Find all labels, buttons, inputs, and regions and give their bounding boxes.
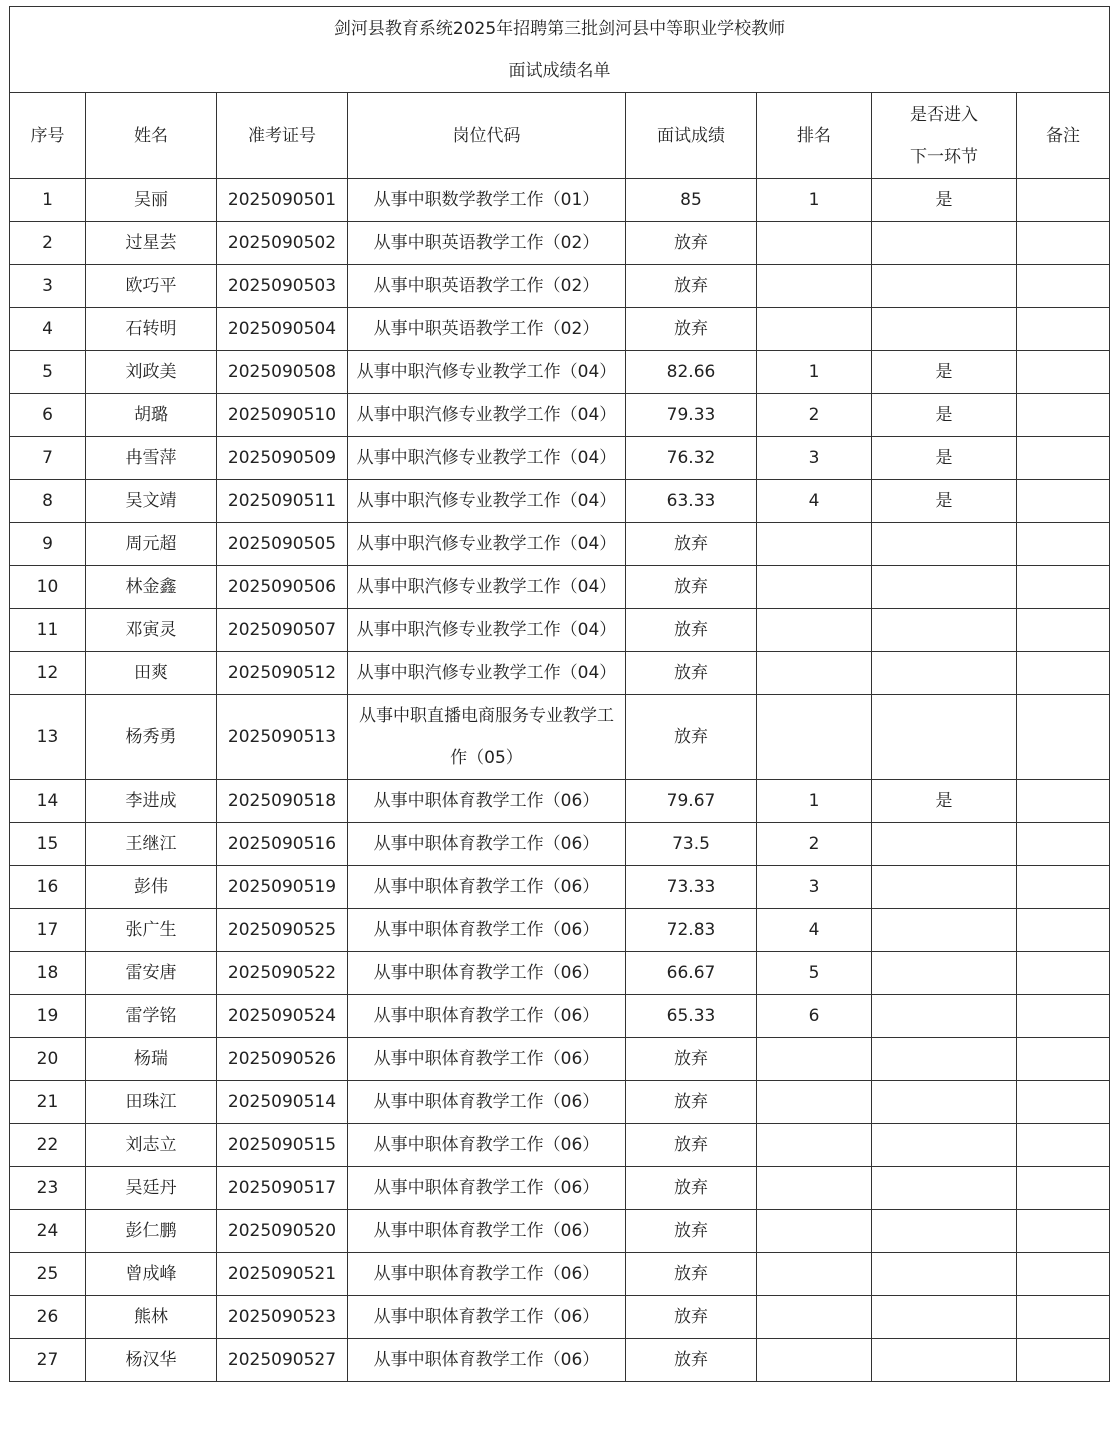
header-ticket: 准考证号	[217, 93, 348, 179]
cell-score: 72.83	[626, 909, 757, 952]
cell-score: 放弃	[626, 1253, 757, 1296]
cell-seq: 24	[10, 1210, 86, 1253]
cell-next-stage	[872, 695, 1017, 780]
cell-rank	[757, 523, 872, 566]
cell-rank	[757, 1038, 872, 1081]
cell-remark	[1017, 780, 1110, 823]
cell-seq: 15	[10, 823, 86, 866]
cell-seq: 6	[10, 394, 86, 437]
cell-score: 79.33	[626, 394, 757, 437]
cell-post: 从事中职体育教学工作（06）	[348, 952, 626, 995]
cell-ticket: 2025090522	[217, 952, 348, 995]
cell-post: 从事中职汽修专业教学工作（04）	[348, 652, 626, 695]
cell-seq: 11	[10, 609, 86, 652]
table-row	[10, 1167, 1110, 1210]
cell-seq: 2	[10, 222, 86, 265]
header-next-line-2: 下一环节	[910, 146, 978, 167]
cell-seq: 14	[10, 780, 86, 823]
cell-next-stage: 是	[872, 437, 1017, 480]
cell-remark	[1017, 1339, 1110, 1382]
cell-ticket: 2025090509	[217, 437, 348, 480]
cell-remark	[1017, 308, 1110, 351]
header-remark: 备注	[1017, 93, 1110, 179]
cell-seq: 27	[10, 1339, 86, 1382]
cell-score: 放弃	[626, 1167, 757, 1210]
cell-rank: 1	[757, 780, 872, 823]
document	[9, 6, 1110, 1382]
cell-remark	[1017, 566, 1110, 609]
cell-next-stage	[872, 1081, 1017, 1124]
cell-score: 放弃	[626, 222, 757, 265]
cell-ticket: 2025090501	[217, 179, 348, 222]
table-row	[10, 351, 1110, 394]
cell-rank	[757, 566, 872, 609]
cell-seq: 12	[10, 652, 86, 695]
table-row	[10, 780, 1110, 823]
cell-seq: 4	[10, 308, 86, 351]
cell-seq: 18	[10, 952, 86, 995]
cell-next-stage	[872, 1124, 1017, 1167]
cell-next-stage	[872, 1038, 1017, 1081]
cell-name: 吴文靖	[86, 480, 217, 523]
cell-next-stage	[872, 995, 1017, 1038]
cell-score: 73.5	[626, 823, 757, 866]
cell-score: 放弃	[626, 652, 757, 695]
cell-name: 杨秀勇	[86, 695, 217, 780]
cell-post: 从事中职英语教学工作（02）	[348, 265, 626, 308]
cell-remark	[1017, 222, 1110, 265]
cell-score: 放弃	[626, 1124, 757, 1167]
cell-rank: 2	[757, 394, 872, 437]
cell-seq: 25	[10, 1253, 86, 1296]
cell-ticket: 2025090512	[217, 652, 348, 695]
cell-remark	[1017, 609, 1110, 652]
table-title	[10, 7, 1110, 93]
cell-score: 65.33	[626, 995, 757, 1038]
table-row	[10, 909, 1110, 952]
cell-seq: 1	[10, 179, 86, 222]
cell-seq: 19	[10, 995, 86, 1038]
cell-next-stage	[872, 222, 1017, 265]
cell-next-stage	[872, 265, 1017, 308]
cell-post: 从事中职汽修专业教学工作（04）	[348, 609, 626, 652]
cell-remark	[1017, 1253, 1110, 1296]
cell-rank	[757, 222, 872, 265]
cell-rank	[757, 1081, 872, 1124]
cell-rank	[757, 1253, 872, 1296]
cell-ticket: 2025090511	[217, 480, 348, 523]
cell-next-stage	[872, 652, 1017, 695]
cell-rank	[757, 1167, 872, 1210]
cell-remark	[1017, 265, 1110, 308]
cell-ticket: 2025090519	[217, 866, 348, 909]
cell-post: 从事中职体育教学工作（06）	[348, 780, 626, 823]
cell-remark	[1017, 1124, 1110, 1167]
cell-remark	[1017, 1038, 1110, 1081]
cell-name: 邓寅灵	[86, 609, 217, 652]
cell-name: 王继江	[86, 823, 217, 866]
cell-rank: 1	[757, 351, 872, 394]
header-next-stage	[872, 93, 1017, 179]
cell-remark	[1017, 652, 1110, 695]
title-line-2: 面试成绩名单	[508, 60, 611, 81]
cell-next-stage	[872, 1167, 1017, 1210]
cell-rank	[757, 609, 872, 652]
table-row	[10, 823, 1110, 866]
cell-ticket: 2025090525	[217, 909, 348, 952]
cell-remark	[1017, 909, 1110, 952]
cell-name: 熊林	[86, 1296, 217, 1339]
cell-seq: 5	[10, 351, 86, 394]
cell-remark	[1017, 866, 1110, 909]
cell-name: 欧巧平	[86, 265, 217, 308]
cell-name: 石转明	[86, 308, 217, 351]
cell-post: 从事中职体育教学工作（06）	[348, 1038, 626, 1081]
cell-seq: 10	[10, 566, 86, 609]
cell-remark	[1017, 1296, 1110, 1339]
cell-rank	[757, 652, 872, 695]
table-row	[10, 1038, 1110, 1081]
cell-score: 76.32	[626, 437, 757, 480]
cell-ticket: 2025090520	[217, 1210, 348, 1253]
cell-post: 从事中职体育教学工作（06）	[348, 1296, 626, 1339]
cell-post: 从事中职体育教学工作（06）	[348, 995, 626, 1038]
cell-ticket: 2025090508	[217, 351, 348, 394]
header-score: 面试成绩	[626, 93, 757, 179]
table-row	[10, 480, 1110, 523]
cell-post	[348, 695, 626, 780]
cell-name: 张广生	[86, 909, 217, 952]
table-row	[10, 1253, 1110, 1296]
table-row	[10, 437, 1110, 480]
cell-next-stage	[872, 1210, 1017, 1253]
cell-post: 从事中职体育教学工作（06）	[348, 1210, 626, 1253]
cell-score: 放弃	[626, 1339, 757, 1382]
header-rank: 排名	[757, 93, 872, 179]
cell-rank	[757, 1210, 872, 1253]
cell-score: 66.67	[626, 952, 757, 995]
table-row	[10, 566, 1110, 609]
cell-ticket: 2025090505	[217, 523, 348, 566]
cell-ticket: 2025090504	[217, 308, 348, 351]
cell-post: 从事中职体育教学工作（06）	[348, 1339, 626, 1382]
table-row	[10, 265, 1110, 308]
cell-remark	[1017, 995, 1110, 1038]
cell-rank	[757, 1124, 872, 1167]
table-row	[10, 222, 1110, 265]
cell-ticket: 2025090518	[217, 780, 348, 823]
cell-ticket: 2025090517	[217, 1167, 348, 1210]
table-row	[10, 952, 1110, 995]
table-row	[10, 1210, 1110, 1253]
cell-rank	[757, 265, 872, 308]
table-row	[10, 523, 1110, 566]
cell-remark	[1017, 952, 1110, 995]
cell-remark	[1017, 351, 1110, 394]
cell-next-stage	[872, 1296, 1017, 1339]
table-row	[10, 995, 1110, 1038]
cell-rank: 6	[757, 995, 872, 1038]
table-row	[10, 652, 1110, 695]
cell-ticket: 2025090523	[217, 1296, 348, 1339]
cell-post: 从事中职汽修专业教学工作（04）	[348, 437, 626, 480]
cell-remark	[1017, 1081, 1110, 1124]
cell-post: 从事中职汽修专业教学工作（04）	[348, 394, 626, 437]
cell-name: 刘志立	[86, 1124, 217, 1167]
table-row	[10, 394, 1110, 437]
cell-remark	[1017, 523, 1110, 566]
cell-post: 从事中职数学教学工作（01）	[348, 179, 626, 222]
cell-next-stage: 是	[872, 480, 1017, 523]
cell-score: 放弃	[626, 523, 757, 566]
cell-next-stage	[872, 866, 1017, 909]
table-row	[10, 1081, 1110, 1124]
cell-seq: 9	[10, 523, 86, 566]
cell-seq: 23	[10, 1167, 86, 1210]
cell-post: 从事中职体育教学工作（06）	[348, 823, 626, 866]
cell-remark	[1017, 179, 1110, 222]
cell-ticket: 2025090513	[217, 695, 348, 780]
cell-rank	[757, 695, 872, 780]
cell-name: 田爽	[86, 652, 217, 695]
table-row	[10, 695, 1110, 780]
title-line-1: 剑河县教育系统2025年招聘第三批剑河县中等职业学校教师	[333, 18, 786, 39]
cell-ticket: 2025090514	[217, 1081, 348, 1124]
cell-score: 放弃	[626, 1038, 757, 1081]
cell-name: 田珠江	[86, 1081, 217, 1124]
cell-name: 吴丽	[86, 179, 217, 222]
cell-seq: 17	[10, 909, 86, 952]
cell-post-line-1: 从事中职直播电商服务专业教学工	[359, 706, 614, 726]
cell-seq: 26	[10, 1296, 86, 1339]
cell-post: 从事中职英语教学工作（02）	[348, 308, 626, 351]
cell-next-stage	[872, 609, 1017, 652]
cell-next-stage: 是	[872, 394, 1017, 437]
table-row	[10, 609, 1110, 652]
cell-post: 从事中职英语教学工作（02）	[348, 222, 626, 265]
cell-next-stage	[872, 823, 1017, 866]
cell-name: 吴廷丹	[86, 1167, 217, 1210]
cell-score: 放弃	[626, 566, 757, 609]
cell-score: 放弃	[626, 609, 757, 652]
cell-score: 放弃	[626, 695, 757, 780]
cell-rank	[757, 308, 872, 351]
table-row	[10, 1296, 1110, 1339]
cell-seq: 20	[10, 1038, 86, 1081]
cell-name: 曾成峰	[86, 1253, 217, 1296]
cell-next-stage	[872, 909, 1017, 952]
cell-remark	[1017, 823, 1110, 866]
cell-next-stage: 是	[872, 179, 1017, 222]
cell-seq: 16	[10, 866, 86, 909]
cell-score: 85	[626, 179, 757, 222]
cell-rank	[757, 1296, 872, 1339]
cell-name: 雷安唐	[86, 952, 217, 995]
cell-seq: 22	[10, 1124, 86, 1167]
cell-ticket: 2025090527	[217, 1339, 348, 1382]
cell-name: 林金鑫	[86, 566, 217, 609]
cell-ticket: 2025090526	[217, 1038, 348, 1081]
cell-post-line-2: 作（05）	[450, 748, 523, 768]
cell-seq: 13	[10, 695, 86, 780]
cell-name: 杨瑞	[86, 1038, 217, 1081]
cell-score: 放弃	[626, 265, 757, 308]
cell-rank: 1	[757, 179, 872, 222]
cell-remark	[1017, 1167, 1110, 1210]
cell-name: 李进成	[86, 780, 217, 823]
cell-name: 胡璐	[86, 394, 217, 437]
cell-name: 周元超	[86, 523, 217, 566]
cell-score: 放弃	[626, 1210, 757, 1253]
cell-ticket: 2025090507	[217, 609, 348, 652]
cell-rank	[757, 1339, 872, 1382]
cell-next-stage	[872, 566, 1017, 609]
cell-rank: 3	[757, 866, 872, 909]
table-row	[10, 1339, 1110, 1382]
cell-remark	[1017, 480, 1110, 523]
cell-rank: 2	[757, 823, 872, 866]
cell-rank: 4	[757, 480, 872, 523]
cell-next-stage	[872, 523, 1017, 566]
cell-score: 放弃	[626, 1081, 757, 1124]
cell-post: 从事中职汽修专业教学工作（04）	[348, 523, 626, 566]
cell-remark	[1017, 437, 1110, 480]
cell-seq: 3	[10, 265, 86, 308]
cell-score: 放弃	[626, 1296, 757, 1339]
cell-ticket: 2025090502	[217, 222, 348, 265]
header-name: 姓名	[86, 93, 217, 179]
cell-ticket: 2025090521	[217, 1253, 348, 1296]
cell-post: 从事中职汽修专业教学工作（04）	[348, 480, 626, 523]
cell-next-stage	[872, 1339, 1017, 1382]
cell-score: 79.67	[626, 780, 757, 823]
cell-next-stage	[872, 952, 1017, 995]
cell-post: 从事中职汽修专业教学工作（04）	[348, 566, 626, 609]
table-row	[10, 308, 1110, 351]
cell-next-stage: 是	[872, 780, 1017, 823]
cell-post: 从事中职汽修专业教学工作（04）	[348, 351, 626, 394]
cell-score: 73.33	[626, 866, 757, 909]
cell-post: 从事中职体育教学工作（06）	[348, 866, 626, 909]
cell-ticket: 2025090516	[217, 823, 348, 866]
cell-seq: 7	[10, 437, 86, 480]
table-row	[10, 1124, 1110, 1167]
cell-name: 冉雪萍	[86, 437, 217, 480]
cell-rank: 4	[757, 909, 872, 952]
cell-post: 从事中职体育教学工作（06）	[348, 1167, 626, 1210]
header-next-line-1: 是否进入	[910, 104, 978, 125]
header-post: 岗位代码	[348, 93, 626, 179]
table-row	[10, 866, 1110, 909]
cell-score: 82.66	[626, 351, 757, 394]
cell-name: 过星芸	[86, 222, 217, 265]
cell-name: 刘政美	[86, 351, 217, 394]
cell-post: 从事中职体育教学工作（06）	[348, 1081, 626, 1124]
cell-remark	[1017, 394, 1110, 437]
cell-score: 63.33	[626, 480, 757, 523]
cell-post: 从事中职体育教学工作（06）	[348, 1124, 626, 1167]
results-table	[9, 6, 1110, 1382]
cell-seq: 21	[10, 1081, 86, 1124]
cell-name: 彭仁鹏	[86, 1210, 217, 1253]
cell-name: 彭伟	[86, 866, 217, 909]
title-row	[10, 7, 1110, 93]
header-seq: 序号	[10, 93, 86, 179]
cell-ticket: 2025090524	[217, 995, 348, 1038]
cell-name: 雷学铭	[86, 995, 217, 1038]
cell-post: 从事中职体育教学工作（06）	[348, 909, 626, 952]
cell-next-stage	[872, 308, 1017, 351]
cell-rank: 5	[757, 952, 872, 995]
cell-ticket: 2025090515	[217, 1124, 348, 1167]
cell-remark	[1017, 695, 1110, 780]
cell-ticket: 2025090506	[217, 566, 348, 609]
cell-seq: 8	[10, 480, 86, 523]
cell-score: 放弃	[626, 308, 757, 351]
cell-ticket: 2025090510	[217, 394, 348, 437]
cell-rank: 3	[757, 437, 872, 480]
cell-ticket: 2025090503	[217, 265, 348, 308]
cell-name: 杨汉华	[86, 1339, 217, 1382]
cell-post: 从事中职体育教学工作（06）	[348, 1253, 626, 1296]
header-row	[10, 93, 1110, 179]
table-row	[10, 179, 1110, 222]
cell-next-stage	[872, 1253, 1017, 1296]
cell-remark	[1017, 1210, 1110, 1253]
cell-next-stage: 是	[872, 351, 1017, 394]
